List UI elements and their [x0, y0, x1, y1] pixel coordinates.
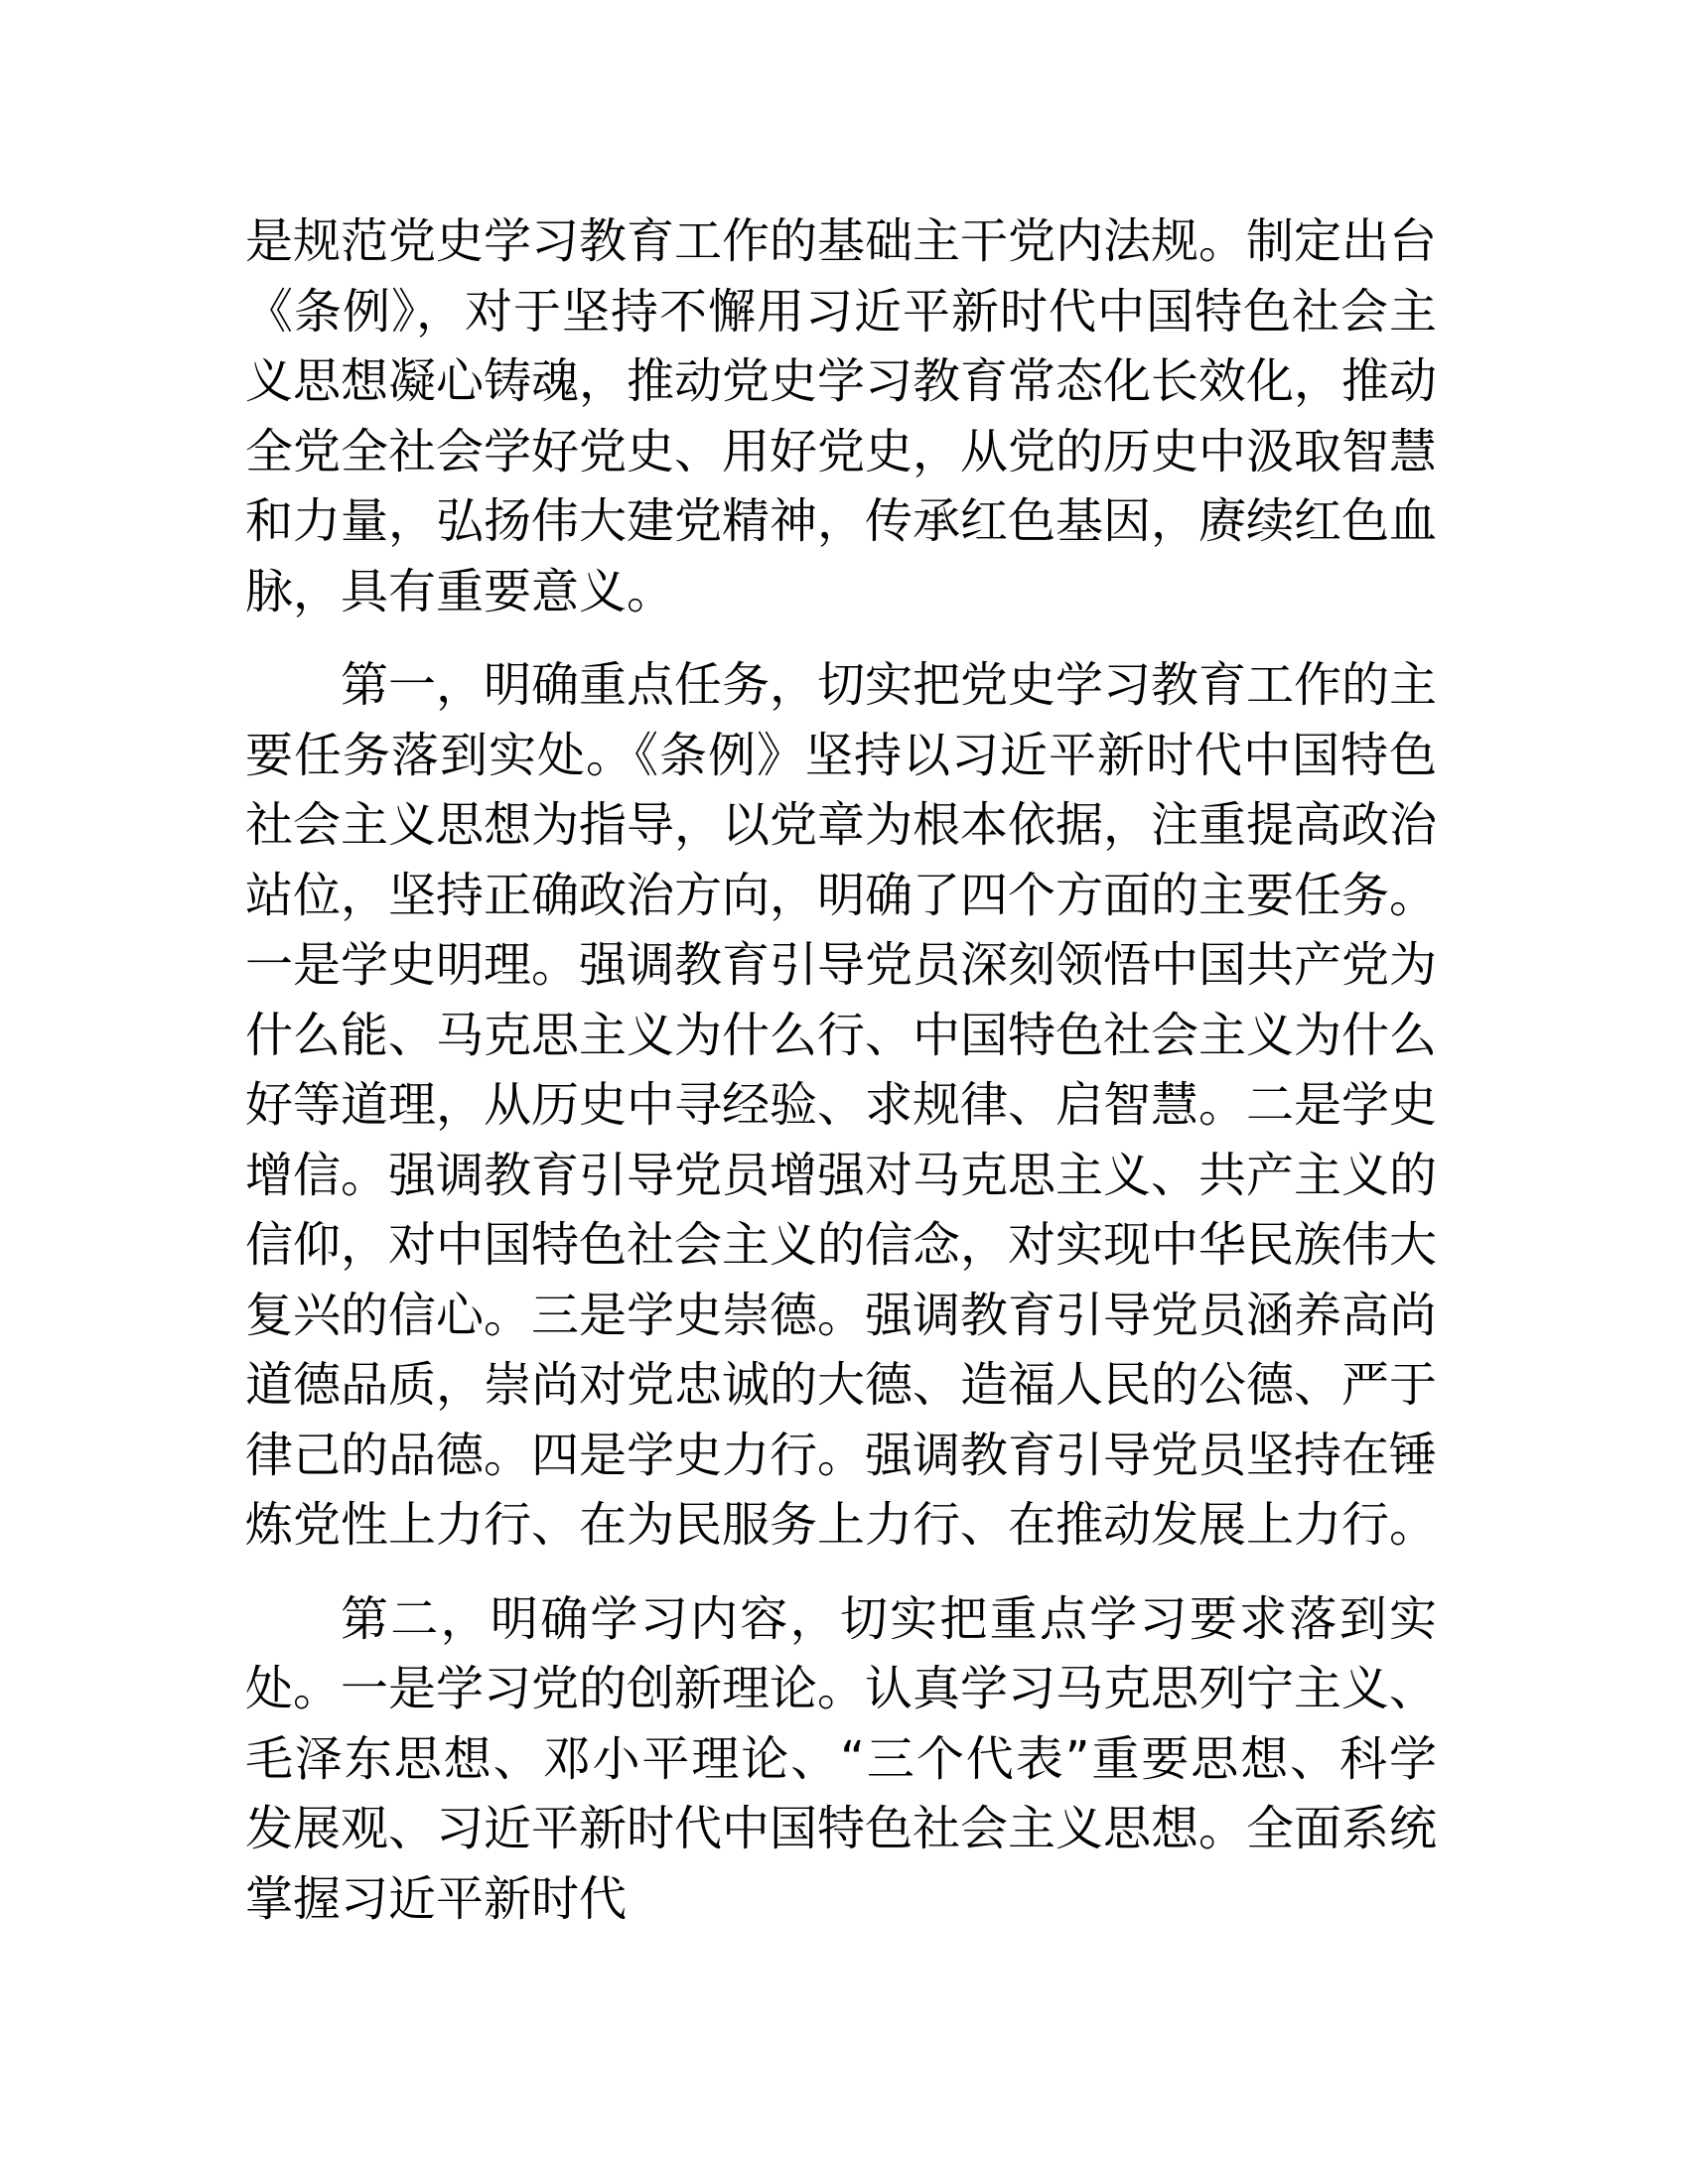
paragraph-continued-intro: 是规范党史学习教育工作的基础主干党内法规。制定出台《条例》，对于坚持不懈用习近平新时代中国特色社会主义思想凝心铸魂，推动党史学习教育常态化长效化，推动全党全社会学好党史、用好党史，从党的历史中汲取智慧和力量，弘扬伟大建党精神，传承红色基因，赓续红色血脉，具有重要意义。	[245, 213, 1438, 619]
paragraph-first-key-tasks: 第一，明确重点任务，切实把党史学习教育工作的主要任务落到实处。《条例》坚持以习近平新时代中国特色社会主义思想为指导，以党章为根本依据，注重提高政治站位，坚持正确政治方向，明确了四个方面的主要任务。一是学史明理。强调教育引导党员深刻领悟中国共产党为什么能、马克思主义为什么行、中国特色社会主义为什么好等道理，从历史中寻经验、求规律、启智慧。二是学史增信。强调教育引导党员增强对马克思主义、共产主义的信仰，对中国特色社会主义的信念，对实现中华民族伟大复兴的信心。三是学史崇德。强调教育引导党员涵养高尚道德品质，崇尚对党忠诚的大德、造福人民的公德、严于律己的品德。四是学史力行。强调教育引导党员坚持在锤炼党性上力行、在为民服务上力行、在推动发展上力行。	[245, 657, 1438, 1553]
paragraph-second-learning-content: 第二，明确学习内容，切实把重点学习要求落到实处。一是学习党的创新理论。认真学习马克思列宁主义、毛泽东思想、邓小平理论、“三个代表”重要思想、科学发展观、习近平新时代中国特色社会主义思想。全面系统掌握习近平新时代	[245, 1590, 1438, 1927]
document-body	[245, 206, 1437, 1934]
